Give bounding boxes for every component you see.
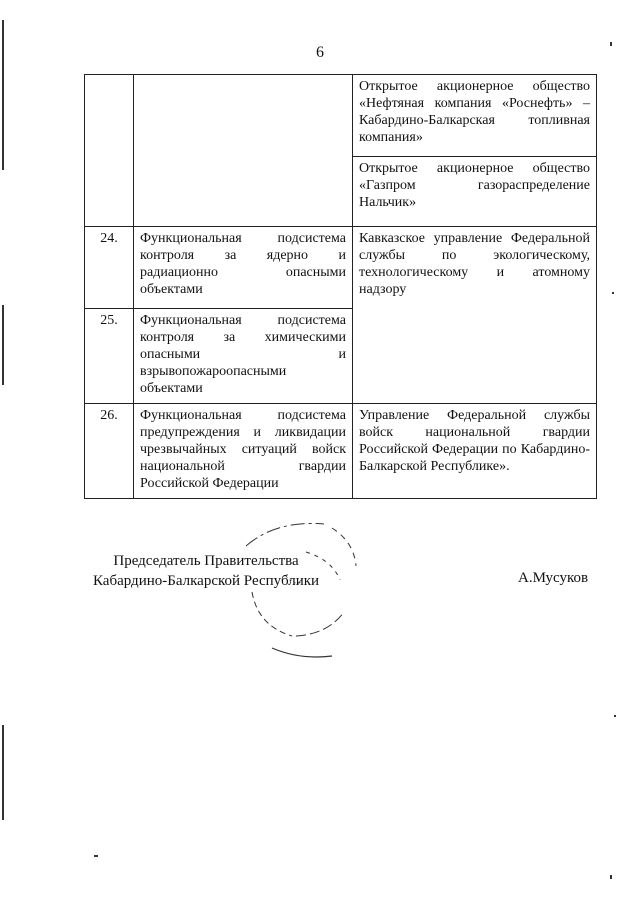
row-number-cell: 26. (85, 404, 134, 499)
row-number-cell: 25. (85, 309, 134, 404)
organization-cell: Открытое акционерное общество «Нефтяная компания «Роснефть» – Кабардино-Балкарская топливная компания» (353, 75, 597, 157)
scan-margin-line (2, 20, 4, 170)
organization-cell: Управление Федеральной службы войск национальной гвардии Российской Федерации по Кабардино-Балкарской Республике». (353, 404, 597, 499)
scan-speck (610, 875, 612, 879)
scan-speck (94, 855, 98, 857)
subsystem-cell: Функциональная подсистема контроля за ядерно и радиационно опасными объектами (134, 227, 353, 309)
organization-cell: Открытое акционерное общество «Газпром газораспределение Нальчик» (353, 157, 597, 227)
scan-margin-line (2, 725, 4, 820)
scan-speck (614, 715, 616, 717)
subsystem-cell: Функциональная подсистема предупреждения и ликвидации чрезвычайных ситуаций войск национальной гвардии Российской Федерации (134, 404, 353, 499)
subsystem-cell: Функциональная подсистема контроля за химическими опасными и взрывопожароопасными объектами (134, 309, 353, 404)
scan-speck (610, 42, 612, 46)
signatory-title-line: Председатель Правительства (113, 553, 299, 569)
signatory-title (93, 551, 319, 591)
page-number: 6 (316, 44, 324, 61)
signatory-name: А.Мусуков (518, 570, 589, 586)
stamp-impression (236, 516, 366, 666)
scan-speck (612, 292, 614, 294)
signatory-title-line: Кабардино-Балкарской Республики (93, 573, 320, 589)
row-number-cell: 24. (85, 227, 134, 309)
organization-cell: Кавказское управление Федеральной службы по экологическому, технологическому и атомному надзору (353, 227, 597, 404)
scan-margin-line (2, 305, 4, 385)
